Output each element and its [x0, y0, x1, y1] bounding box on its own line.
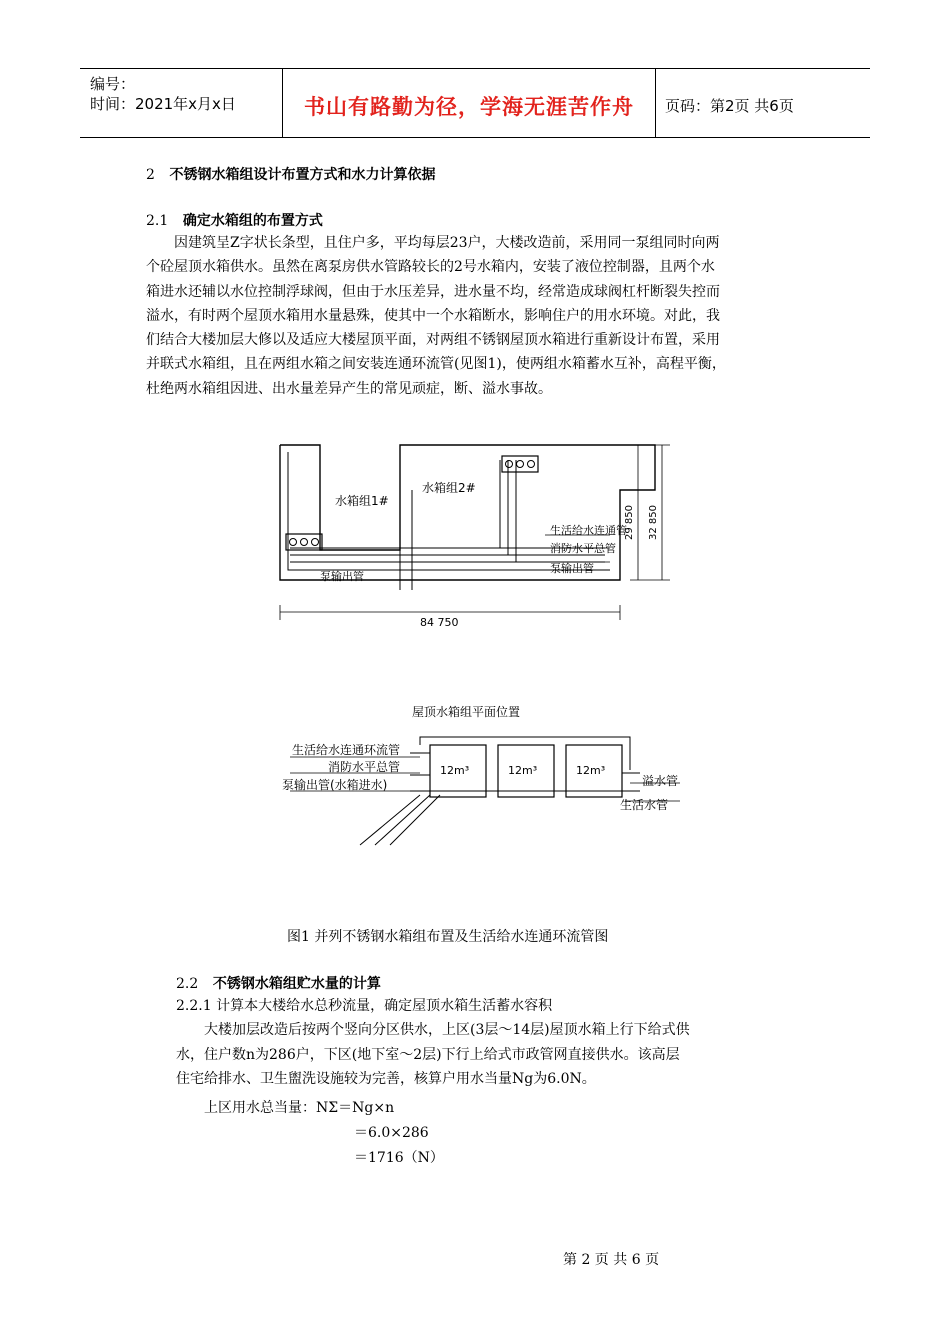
label-group2: 水箱组2#	[422, 481, 476, 495]
section-2-1-number: 2.1	[146, 213, 169, 229]
time-label: 时间：2021年x月x日	[90, 95, 236, 113]
plan-title: 屋顶水箱组平面位置	[412, 705, 521, 719]
section-2-1-heading	[146, 210, 323, 230]
section-2-heading	[146, 164, 436, 184]
label-group1: 水箱组1#	[335, 494, 389, 508]
label-left2: 消防水平总管	[328, 760, 401, 774]
paragraph-line: 水，住户数n为286户，下区(地下室～2层)下行上给式市政管网直接供水。该高层	[176, 1046, 680, 1063]
section-2-2-1	[176, 994, 796, 1091]
header-right-cell	[655, 69, 870, 137]
formula-label: 上区用水总当量：	[204, 1100, 316, 1116]
label-dim-width: 84 750	[420, 616, 459, 629]
label-pipe2: 消防水平总管	[550, 542, 616, 555]
motto: 书山有路勤为径，学海无涯苦作舟	[304, 95, 634, 119]
section-2-1-paragraph	[146, 231, 846, 401]
paragraph-line: 因建筑呈Z字状长条型，且住户多，平均每层23户，大楼改造前，采用同一泵组同时向两	[174, 235, 720, 251]
paragraph-line: 个砼屋顶水箱供水。虽然在离泵房供水管路较长的2号水箱内，安装了液位控制器，且两个水	[146, 259, 715, 276]
label-pump-out: 泵输出管	[320, 570, 364, 583]
paragraph-line: 大楼加层改造后按两个竖向分区供水，上区(3层～14层)屋顶水箱上行下给式供	[204, 1022, 690, 1039]
section-2-2-title: 不锈钢水箱组贮水量的计算	[212, 976, 381, 992]
formula-line-3: ＝1716（N）	[354, 1150, 444, 1166]
label-right2: 生活水管	[620, 798, 669, 812]
section-2-2-number: 2.2	[176, 976, 199, 992]
formula-line-1: NΣ＝Ng×n	[316, 1100, 395, 1116]
section-2-2-1-heading: 2.2.1 计算本大楼给水总秒流量，确定屋顶水箱生活蓄水容积	[176, 998, 553, 1014]
label-left1: 生活给水连通环流管	[292, 743, 401, 757]
paragraph-line: 住宅给排水、卫生盥洗设施较为完善，核算户用水当量Ng为6.0N。	[176, 1070, 596, 1087]
paragraph-line: 杜绝两水箱组因进、出水量差异产生的常见顽症，断、溢水事故。	[146, 380, 552, 397]
header-motto-cell	[282, 69, 656, 137]
tank2-label: 12m³	[508, 764, 538, 777]
section-2-title: 不锈钢水箱组设计布置方式和水力计算依据	[169, 167, 436, 183]
paragraph-line: 箱进水还辅以水位控制浮球阀，但由于水压差异，进水量不均，经常造成球阀杠杆断裂失控而	[146, 283, 720, 300]
label-right1: 溢水管	[642, 774, 679, 788]
figure-caption: 图1 并列不锈钢水箱组布置及生活给水连通环流管图	[287, 929, 609, 945]
label-pipe3: 泵输出管	[550, 562, 594, 575]
tank1-label: 12m³	[440, 764, 470, 777]
formula-row-1	[204, 1096, 394, 1120]
label-dim-h1: 29 850	[624, 505, 635, 540]
header-left-cell	[80, 69, 282, 137]
section-2-1-title: 确定水箱组的布置方式	[182, 213, 323, 229]
roof-plan-diagram	[260, 430, 680, 630]
number-label: 编号：	[90, 75, 136, 93]
section-2-2-heading	[176, 973, 381, 993]
paragraph-line: 并联式水箱组，且在两组水箱之间安装连通环流管(见图1)，使两组水箱蓄水互补，高程平衡，	[146, 356, 726, 373]
formula-line-2: ＝6.0×286	[354, 1125, 429, 1141]
paragraph-line: 溢水，有时两个屋顶水箱用水量悬殊，使其中一个水箱断水，影响住户的用水环境。对此，我	[146, 307, 720, 324]
paragraph-line: 们结合大楼加层大修以及适应大楼屋顶平面，对两组不锈钢屋顶水箱进行重新设计布置，采用	[146, 332, 720, 349]
label-left3: 泵输出管(水箱进水)	[282, 778, 388, 792]
label-dim-h2: 32 850	[648, 505, 659, 540]
footer-page-number: 第 2 页 共 6 页	[563, 1252, 660, 1268]
section-2-number: 2	[146, 167, 155, 183]
tank3-label: 12m³	[576, 764, 606, 777]
tank-detail-diagram	[280, 725, 700, 855]
label-pipe1: 生活给水连通管	[550, 524, 627, 537]
page-info: 页码：第2页 共6页	[665, 97, 794, 115]
header-table	[80, 68, 870, 138]
